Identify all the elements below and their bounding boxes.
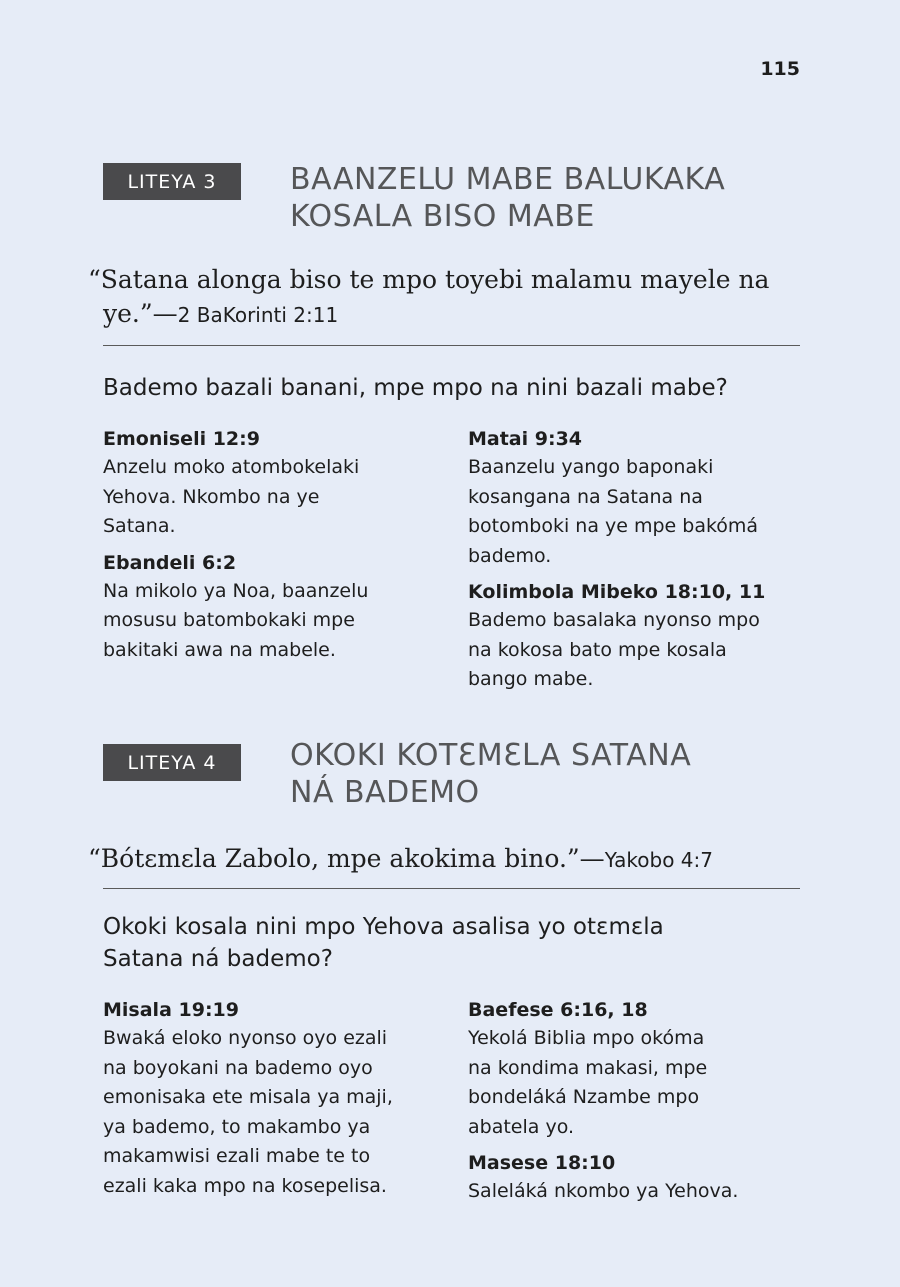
verse-text-line: na kokosa bato mpe kosala	[468, 638, 727, 661]
lesson-3-quote-line-1: “Satana alonga biso te mpo toyebi malamu mayele na	[88, 265, 770, 294]
lesson-4-quote	[88, 842, 803, 877]
verse-text-line: Saleláká nkombo ya Yehova.	[468, 1180, 739, 1202]
lesson-4-left-column	[103, 996, 443, 1208]
verse-reference: Ebandeli 6:2	[103, 551, 237, 574]
verse-text-line: ya bademo, to makambo ya	[103, 1115, 371, 1138]
lesson-3-title-line-1: BAANZELU MABE BALUKAKA	[290, 162, 726, 197]
verse-text-line: bakitaki awa na mabele.	[103, 638, 336, 661]
verse-text-line: mosusu batombokaki mpe	[103, 609, 355, 631]
lesson-4-question	[103, 911, 803, 975]
verse-text-line: Yekolá Biblia mpo okóma	[468, 1027, 705, 1049]
verse-reference: Baefese 6:16, 18	[468, 999, 648, 1021]
lesson-4-title-line-2: NÁ BADEMO	[290, 775, 480, 810]
verse-reference: Misala 19:19	[103, 999, 239, 1021]
lesson-3-quote-text-end: ye.”—	[103, 299, 178, 328]
lesson-4-right-column	[468, 996, 808, 1214]
verse-text-line: Yehova. Nkombo na ye	[103, 485, 320, 508]
lesson-3-right-column	[468, 425, 808, 702]
verse-text-line: bondeláká Nzambe mpo	[468, 1086, 700, 1108]
verse-text-line: makamwisi ezali mabe te to	[103, 1145, 371, 1167]
lesson-4-quote-line-1	[88, 842, 803, 877]
lesson-4-divider	[103, 888, 800, 889]
verse-text-line: Anzelu moko atombokelaki	[103, 456, 360, 478]
verse-reference: Emoniseli 12:9	[103, 428, 260, 450]
lesson-3-left-column	[103, 425, 443, 672]
lesson-3-title	[290, 161, 830, 235]
lesson-4-question-line-2: Satana ná bademo?	[103, 946, 333, 972]
verse-reference: Matai 9:34	[468, 428, 583, 450]
lesson-3-question-line-1: Bademo bazali banani, mpe mpo na nini bazali mabe?	[103, 375, 728, 401]
lesson-4-title	[290, 737, 830, 811]
verse-text-line: Na mikolo ya Noa, baanzelu	[103, 579, 369, 602]
lesson-3-label: LITEYA 3	[127, 170, 217, 193]
lesson-3-badge	[103, 163, 241, 200]
lesson-3-quote	[88, 263, 803, 332]
verse-block	[468, 578, 808, 695]
verse-text-line: bango mabe.	[468, 668, 594, 690]
verse-text-line: abatela yo.	[468, 1115, 575, 1138]
verse-block	[103, 549, 443, 666]
lesson-3-title-line-2: KOSALA BISO MABE	[290, 199, 595, 234]
page-number: 115	[760, 58, 800, 80]
verse-text-line: bademo.	[468, 544, 552, 567]
verse-text-line: Satana.	[103, 515, 176, 537]
verse-text-line: Bademo basalaka nyonso mpo	[468, 609, 760, 631]
verse-text-line: kosangana na Satana na	[468, 485, 703, 508]
lesson-4-quote-text: “Bótɛmɛla Zabolo, mpe akokima bino.”—	[88, 844, 605, 873]
verse-text-line: na kondima makasi, mpe	[468, 1056, 708, 1079]
lesson-4-question-line-1: Okoki kosala nini mpo Yehova asalisa yo otɛmɛla	[103, 914, 664, 940]
verse-text-line: ezali kaka mpo na kosepelisa.	[103, 1174, 387, 1197]
lesson-3-divider	[103, 345, 800, 346]
lesson-4-quote-reference: Yakobo 4:7	[604, 848, 713, 872]
verse-text-line: Baanzelu yango baponaki	[468, 456, 714, 478]
verse-block	[103, 425, 443, 542]
lesson-4-title-line-1: OKOKI KOTƐMƐLA SATANA	[290, 738, 692, 773]
verse-reference: Masese 18:10	[468, 1152, 616, 1174]
verse-text-line: emonisaka ete misala ya maji,	[103, 1086, 393, 1108]
lesson-3-question	[103, 372, 803, 404]
verse-block	[103, 996, 443, 1201]
lesson-3-quote-reference: 2 BaKorinti 2:11	[177, 303, 339, 327]
lesson-3-quote-line-2	[88, 297, 803, 332]
verse-text-line: na boyokani na bademo oyo	[103, 1056, 373, 1079]
lesson-4-badge	[103, 744, 241, 781]
verse-text-line: Bwaká eloko nyonso oyo ezali	[103, 1027, 388, 1049]
verse-text-line: botomboki na ye mpe bakómá	[468, 515, 759, 537]
verse-block	[468, 1149, 808, 1207]
verse-block	[468, 996, 808, 1142]
verse-block	[468, 425, 808, 571]
verse-reference: Kolimbola Mibeko 18:10, 11	[468, 581, 766, 603]
lesson-4-label: LITEYA 4	[127, 751, 217, 774]
